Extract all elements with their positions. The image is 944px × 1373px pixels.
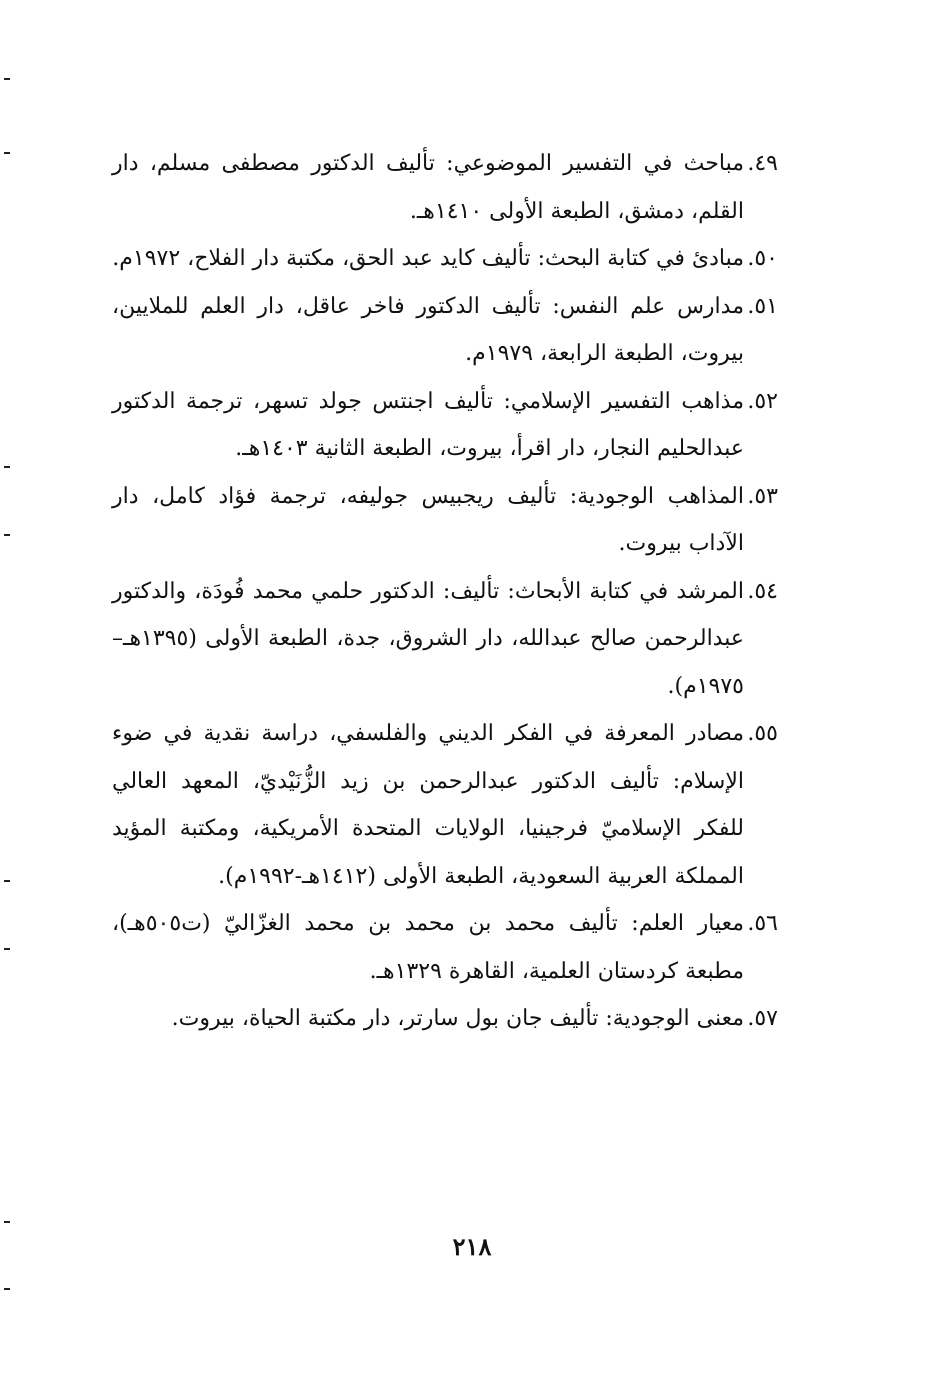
entry-number: ٥٣. <box>747 483 778 509</box>
entry-number: ٥٧. <box>747 1006 778 1031</box>
entry-text: مدارس علم النفس: تأليف الدكتور فاخر عاقل، دار العلم للملايين، بيروت، الطبعة الرابعة، ١٩٧٩م. <box>112 293 744 366</box>
entry-text: المذاهب الوجودية: تأليف ريجبيس جوليفه، ترجمة فؤاد كامل، دار الآداب بيروت. <box>112 483 744 556</box>
margin-mark <box>4 534 10 536</box>
page-number: ٢١٨ <box>452 1232 492 1261</box>
bibliography-entry <box>112 473 778 568</box>
margin-mark <box>4 1221 10 1223</box>
bibliography-entry <box>112 995 778 1043</box>
margin-mark <box>4 880 10 882</box>
entry-number: ٥٤. <box>747 578 778 604</box>
margin-mark <box>4 948 10 950</box>
margin-mark <box>4 466 10 468</box>
bibliography-entry <box>112 900 778 995</box>
bibliography-list <box>112 140 778 1043</box>
entry-number: ٥٥. <box>747 721 778 746</box>
bibliography-entry <box>112 235 778 283</box>
entry-text: مصادر المعرفة في الفكر الديني والفلسفي، دراسة نقدية في ضوء الإسلام: تأليف الدكتور عبدالرحمن بن زيد الزُّنَيْديّ، المعهد العالي للفكر الإسلاميّ فرجينيا، الولايات المتحدة الأمريكية، ومكتبة المؤيد المملكة العربية السعودية، الطبعة الأولى (١٤١٢هـ-١٩٩٢م). <box>112 721 744 889</box>
entry-text: مذاهب التفسير الإسلامي: تأليف اجنتس جولد تسهر، ترجمة الدكتور عبدالحليم النجار، دار اقرأ، بيروت، الطبعة الثانية ١٤٠٣هـ. <box>112 388 744 461</box>
bibliography-entry <box>112 140 778 235</box>
entry-text: معنى الوجودية: تأليف جان بول سارتر، دار مكتبة الحياة، بيروت. <box>171 1006 744 1031</box>
entry-text: المرشد في كتابة الأبحاث: تأليف: الدكتور حلمي محمد فُودَة، والدكتور عبدالرحمن صالح عبدالله، دار الشروق، جدة، الطبعة الأولى (١٣٩٥هـ–١٩٧٥م). <box>112 578 744 699</box>
entry-text: مبادئ في كتابة البحث: تأليف كايد عبد الحق، مكتبة دار الفلاح، ١٩٧٢م. <box>112 246 744 271</box>
entry-text: مباحث في التفسير الموضوعي: تأليف الدكتور مصطفى مسلم، دار القلم، دمشق، الطبعة الأولى ١٤١٠هـ. <box>112 151 744 224</box>
entry-number: ٥١. <box>747 293 778 319</box>
entry-number: ٥٢. <box>747 388 778 414</box>
bibliography-entry <box>112 568 778 711</box>
margin-mark <box>4 1288 10 1290</box>
entry-number: ٥٦. <box>747 911 778 936</box>
bibliography-entry <box>112 283 778 378</box>
entry-text: معيار العلم: تأليف محمد بن محمد بن محمد الغزّاليّ (ت٥٠٥هـ)، مطبعة كردستان العلمية، القاهرة ١٣٢٩هـ. <box>112 911 744 984</box>
bibliography-entry <box>112 710 778 900</box>
bibliography-entry <box>112 378 778 473</box>
entry-number: ٤٩. <box>747 151 778 176</box>
margin-mark <box>4 78 10 80</box>
margin-mark <box>4 152 10 154</box>
entry-number: ٥٠. <box>747 246 778 271</box>
